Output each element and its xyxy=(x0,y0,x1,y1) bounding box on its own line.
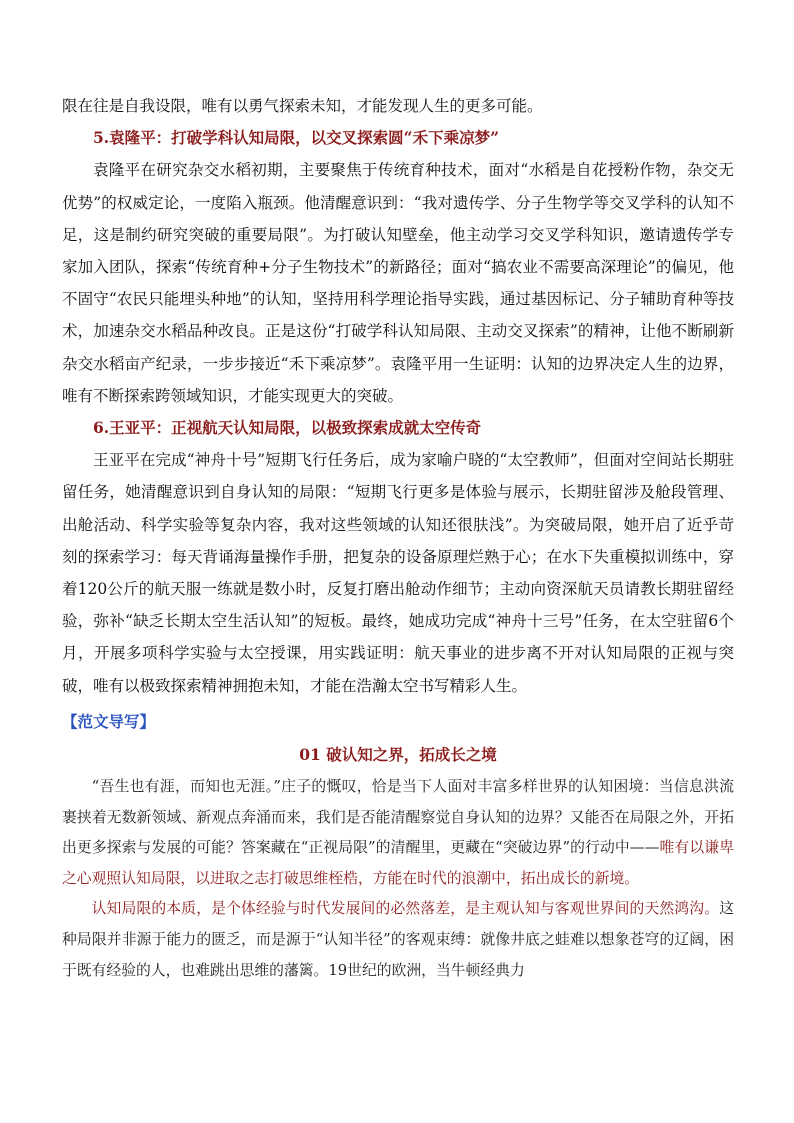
section-heading-yuan-longping: 5.袁隆平：打破学科认知局限，以交叉探索圆“禾下乘凉梦” xyxy=(93,128,500,148)
section-body-yuan-longping: 袁隆平在研究杂交水稻初期，主要聚焦于传统育种技术，面对“水稻是自花授粉作物，杂交无优势”的权威定论，一度陷入瓶颈。他清醒意识到：“我对遗传学、分子生物学等交叉学科的认知不足，这是制约研究突破的重要局限”。为打破认知壁垒，他主动学习交叉学科知识，邀请遗传学专家加入团队，探索“传统育种+分子生物技术”的新路径；面对“搞农业不需要高深理论”的偏见，他不固守“农民只能埋头种地”的认知，坚持用科学理论指导实践，通过基因标记、分子辅助育种等技术，加速杂交水稻品种改良。正是这份“打破学科认知局限、主动交叉探索”的精神，让他不断刷新杂交水稻亩产纪录，一步步接近“禾下乘凉梦”。袁隆平用一生证明：认知的边界决定人生的边界，唯有不断探索跨领域知识，才能实现更大的突破。 xyxy=(62,161,734,405)
essay-p1-text: “吾生也有涯，而知也无涯。”庄子的慨叹，恰是当下人面对丰富多样世界的认知困境：当信息洪流裹挟着无数新领域、新观点奔涌而来，我们是否能清醒察觉自身认知的边界？又能否在局限之外，开拓出更多探索与发展的可能？答案藏在“正视局限”的清醒里，更藏在“突破边界”的行动中—— xyxy=(62,778,734,857)
essay-section-tag: 【范文导写】 xyxy=(62,711,156,731)
section-body-wang-yaping: 王亚平在完成“神舟十号”短期飞行任务后，成为家喻户晓的“太空教师”，但面对空间站长期驻留任务，她清醒意识到自身认知的局限：“短期飞行更多是体验与展示，长期驻留涉及舱段管理、出舱活动、科学实验等复杂内容，我对这些领域的认知还很肤浅”。为突破局限，她开启了近乎苛刻的探索学习：每天背诵海量操作手册，把复杂的设备原理烂熟于心；在水下失重模拟训练中，穿着120公斤的航天服一练就是数小时，反复打磨出舱动作细节；主动向资深航天员请教长期驻留经验，弥补“缺乏长期太空生活认知”的短板。最终，她成功完成“神舟十三号”任务，在太空驻留6个月，开展多项科学实验与太空授课，用实践证明：航天事业的进步离不开对认知局限的正视与突破，唯有以极致探索精神拥抱未知，才能在浩瀚太空书写精彩人生。 xyxy=(62,451,734,695)
intro-paragraph-tail: 限在往是自我设限，唯有以勇气探索未知，才能发现人生的更多可能。 xyxy=(62,97,543,115)
essay-title: 01 破认知之界，拓成长之境 xyxy=(299,745,497,765)
sample-essay xyxy=(62,738,734,986)
essay-p2-text: 这种局限并非源于能力的匮乏，而是源于“认知半径”的客观束缚：就像井底之蛙难以想象苍穹的辽阔，困于既有经验的人，也难跳出思维的藩篱。19世纪的欧洲，当牛顿经典力 xyxy=(62,900,734,979)
essay-paragraph-2 xyxy=(62,894,734,986)
section-heading-wang-yaping: 6.王亚平：正视航天认知局限，以极致探索成就太空传奇 xyxy=(93,418,482,438)
document-body xyxy=(62,90,734,986)
essay-p1-thesis: 唯有以谦卑之心观照认知局限，以进取之志打破思维桎梏，方能在时代的浪潮中，拓出成长的新境。 xyxy=(62,839,734,887)
essay-p2-topic-sentence: 认知局限的本质，是个体经验与时代发展间的必然落差，是主观认知与客观世界间的天然鸿沟。 xyxy=(91,900,720,918)
essay-paragraph-1 xyxy=(62,772,734,894)
